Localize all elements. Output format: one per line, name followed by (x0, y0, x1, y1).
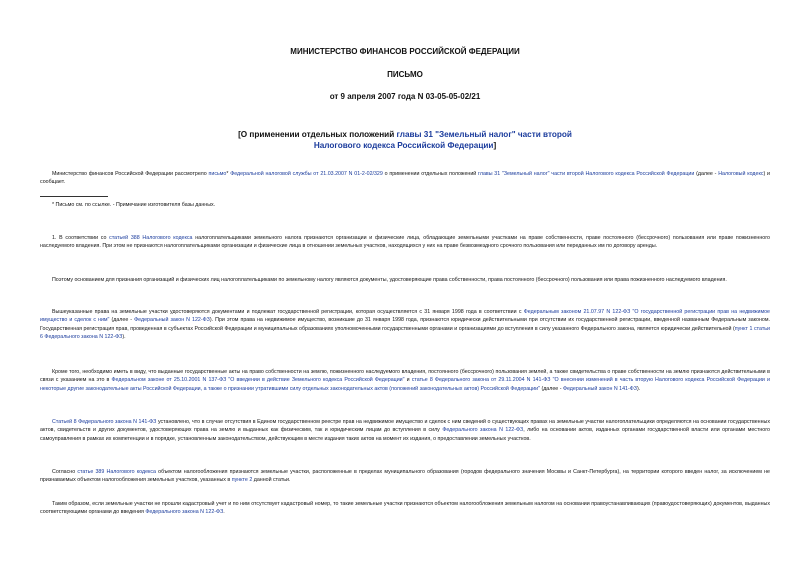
text: . (223, 509, 225, 516)
text: 1. В соответствии со (52, 235, 110, 241)
link-law-141-article8[interactable]: Статьей 8 Федерального закона N 141-ФЗ (52, 419, 157, 425)
title-suffix: ] (493, 141, 497, 150)
footnote-divider (40, 196, 108, 197)
text: данной статьи. (252, 477, 291, 484)
title-prefix: [О применении отдельных положений (238, 130, 397, 139)
text: (далее - (109, 317, 135, 324)
text: * (226, 171, 231, 177)
text: о применении отдельных положений (382, 171, 479, 177)
link-law-141-art8[interactable]: статье 8 Федерального закона от 29.11.2004 N 141-ФЗ "О внесении изменений в часть вторую Налогового кодекса Российской Федерации и некоторые другие законодательные акты Российской Федерации, а также о признании утратившими силу отдельных законодательных актов (положений законодательных актов) Российской Федерации" (40, 377, 770, 392)
text: , либо на основании актов, изданных органами государственной власти или органами местного самоуправления в рамках их компетенции и в порядке, установленным законодательством, действующим в месте издания таких актов на момент их издания, о предоставлении земельных участков. (40, 427, 771, 442)
paragraph-5 (40, 418, 770, 443)
text: ) и сообщает. (40, 171, 770, 186)
paragraph-7 (40, 500, 770, 517)
text: объектом налогообложения признаются земельные участки, расположенные в пределах муниципального образования (городов федерального значения Москвы и Санкт-Петербурга), на территории которого введен налог, за исключением не признаваемых объектом налогообложения земельных участков, указанных в (40, 469, 770, 484)
link-law-141[interactable]: Федеральный закон N 141-ФЗ (562, 385, 637, 392)
document-type: ПИСЬМО (387, 70, 423, 79)
footnote: * Письмо см. по ссылке. - Примечание изготовителя базы данных. (52, 202, 216, 208)
document-date-number: от 9 апреля 2007 года N 03-05-05-02/21 (329, 92, 481, 101)
link-law-122-final[interactable]: Федерального закона N 122-ФЗ (145, 509, 224, 516)
link-article-388[interactable]: статьей 388 Налогового кодекса (109, 235, 193, 241)
intro-paragraph (40, 170, 770, 187)
paragraph-2: Поэтому основанием для признания организаций и физических лиц налогоплательщиками по земельному налогу являются документы, удостоверяющие права собственности, права постоянного (бессрочного) пользования или права пожизненного наследуемого владения. (52, 277, 727, 283)
title-link-code[interactable]: Налогового кодекса Российской Федерации (313, 141, 494, 150)
text: (далее - (694, 171, 719, 177)
text: ). При этом права на недвижимое имущество, возникшие до 31 января 1998 года, признаются юридически действительными при отсутствии их государственной регистрации, введенной названным Федеральным законом. Государственная регистрация прав, проведенная в субъектах Российской Федерации и муниципальных образованиях уполномоченными государственными органами и организациями до вступления в силу указанного Федерального закона, является юридически действительной ( (40, 317, 770, 332)
link-tax-code[interactable]: Налоговый кодекс (718, 171, 764, 177)
title-link-chapter[interactable]: главы 31 "Земельный налог" части второй (396, 130, 572, 139)
link-chapter-31[interactable]: главы 31 "Земельный налог" части второй Налогового кодекса Российской Федерации (478, 171, 695, 177)
link-letter[interactable]: письмо (208, 171, 227, 177)
text: ). (122, 333, 126, 340)
document-title (40, 129, 770, 151)
text: Таким образом, если земельные участки не прошли кадастровый учет и по ним отсутствует кадастровый номер, то такие земельные участки признаются объектом налогообложения земельным налогом на основании правоустанавливающих (правоудостоверяющих) документов, выданных соответствующими органами до введения (40, 501, 770, 516)
text: и (404, 377, 412, 384)
paragraph-1 (40, 234, 770, 251)
text: налогоплательщиками земельного налога признаются организации и физические лица, обладающие земельными участками на праве собственности, праве постоянного (бессрочного) пользования или праве пожизненного наследуемого владения. При этом не признаются налогоплательщиками организации и физические лица в отношении земельных участков, находящихся у них на праве безвозмездного срочного пользования или переданных им по договору аренды. (40, 235, 770, 250)
link-law-137[interactable]: Федеральном законе от 25.10.2001 N 137-ФЗ "О введении в действие Земельного кодекса Российской Федерации" (111, 377, 405, 384)
link-law-122-art6[interactable]: пункт 1 статьи 6 Федерального закона N 122-ФЗ (40, 325, 770, 340)
link-law-122-ref[interactable]: Федерального закона N 122-ФЗ (442, 427, 524, 434)
text: (далее - (539, 385, 563, 392)
text: ). (636, 385, 641, 392)
ministry-heading: МИНИСТЕРСТВО ФИНАНСОВ РОССИЙСКОЙ ФЕДЕРАЦИИ (290, 47, 520, 56)
text: Кроме того, необходимо иметь в виду, что выданные государственные акты на право собственности на землю, пожизненного наследуемого владения, постоянного (бессрочного) пользования землей, а также свидетельства о праве собственности на землю признаются действительными в связи с указанием на это в (40, 369, 770, 384)
text: Министерство финансов Российской Федерации рассмотрело (52, 171, 209, 177)
link-fns-letter[interactable]: Федеральной налоговой службы от 21.03.2007 N 01-2-02/329 (230, 171, 383, 177)
paragraph-4 (40, 368, 770, 393)
paragraph-6 (40, 468, 770, 485)
link-law-122-short[interactable]: Федеральный закон N 122-ФЗ (134, 317, 210, 324)
text: Согласно (52, 469, 78, 475)
text: установлено, что в случае отсутствия в Едином государственном реестре прав на недвижимое имущество и сделок с ним сведений о существующих правах на земельные участки налогоплательщики определяются на основании государственных актов, свидетельств и других документов, удостоверяющих права на землю и выданных как физическим, так и юридическим лицам до вступления в силу (40, 419, 770, 434)
link-point-2[interactable]: пункте 2 (231, 477, 253, 484)
link-article-389[interactable]: статье 389 Налогового кодекса (77, 469, 156, 475)
text: Вышеуказанные права на земельные участки удостоверяются документами и подлежат государственной регистрации, которая осуществляется с 31 января 1998 года в соответствии с (52, 309, 524, 315)
link-law-122[interactable]: Федеральным законом 21.07.97 N 122-ФЗ "О государственной регистрации прав на недвижимое имущество и сделок с ним" (40, 309, 770, 324)
paragraph-3 (40, 308, 770, 341)
